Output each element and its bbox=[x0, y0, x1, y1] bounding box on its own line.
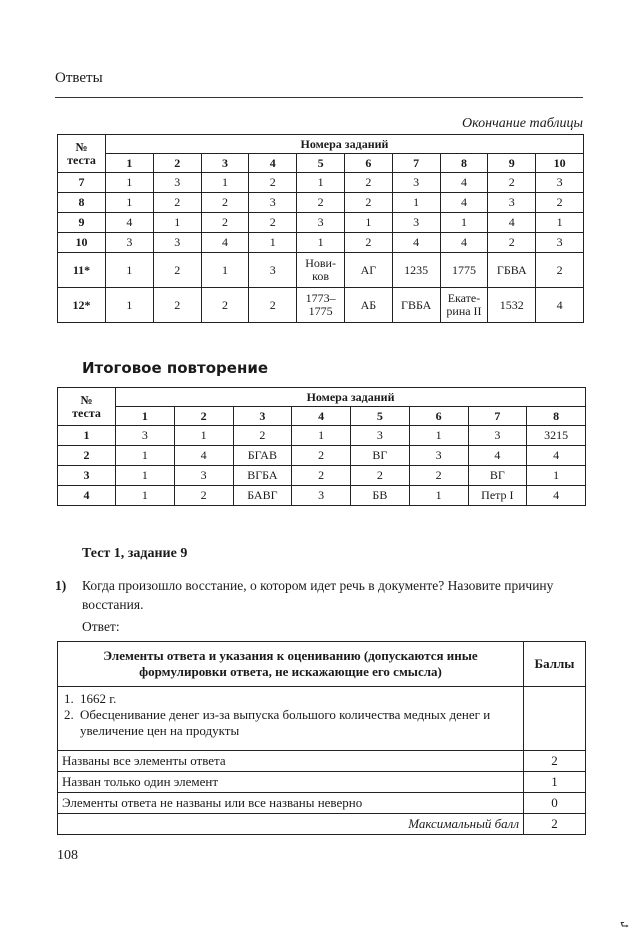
answer-cell: 2 bbox=[488, 233, 536, 253]
answer-cell: 3 bbox=[106, 233, 154, 253]
answer-element-number: 1. bbox=[64, 691, 74, 706]
answer-cell: 1 bbox=[409, 486, 468, 506]
scoring-header-elements: Элементы ответа и указания к оцениванию (допускаются иные формулировки ответа, не искажающие его смысла) bbox=[58, 642, 524, 687]
answer-cell: 1 bbox=[297, 173, 345, 193]
answer-cell: 1 bbox=[116, 466, 175, 486]
answer-cell: 3 bbox=[249, 193, 297, 213]
answer-cell: 2 bbox=[292, 446, 351, 466]
answer-element bbox=[64, 691, 517, 707]
answer-cell: 1235 bbox=[392, 253, 440, 288]
table-row bbox=[58, 486, 586, 506]
task-number-header: 9 bbox=[488, 154, 536, 173]
test-number-cell: 10 bbox=[58, 233, 106, 253]
answer-cell: 2 bbox=[249, 173, 297, 193]
answer-cell: 1 bbox=[116, 446, 175, 466]
answer-cell: 1 bbox=[536, 213, 584, 233]
page-corner-icon: ⮑ bbox=[620, 920, 629, 931]
answer-cell: 2 bbox=[249, 213, 297, 233]
answer-cell: 2 bbox=[536, 253, 584, 288]
scoring-criterion: Назван только один элемент bbox=[58, 772, 524, 793]
task-number-header: 4 bbox=[249, 154, 297, 173]
answer-cell: 2 bbox=[153, 288, 201, 323]
task-number-header: 7 bbox=[392, 154, 440, 173]
test-number-cell: 7 bbox=[58, 173, 106, 193]
scoring-max-row bbox=[58, 814, 586, 835]
answer-cell: БВ bbox=[351, 486, 410, 506]
table-row bbox=[58, 446, 586, 466]
answer-cell: 3 bbox=[153, 173, 201, 193]
answer-cell: 2 bbox=[153, 253, 201, 288]
scoring-row bbox=[58, 751, 586, 772]
answer-cell: 3 bbox=[351, 426, 410, 446]
answer-cell: 1775 bbox=[440, 253, 488, 288]
answer-cell: АГ bbox=[344, 253, 392, 288]
test-number-cell: 12* bbox=[58, 288, 106, 323]
table-continuation-caption: Окончание таблицы bbox=[462, 116, 583, 131]
table-row bbox=[58, 213, 584, 233]
answer-element bbox=[64, 707, 517, 739]
test-number-cell: 1 bbox=[58, 426, 116, 446]
answer-cell: 4 bbox=[527, 486, 586, 506]
answer-cell: ГБВА bbox=[488, 253, 536, 288]
task-number-row bbox=[58, 154, 584, 173]
test-number-cell: 11* bbox=[58, 253, 106, 288]
answer-cell: 4 bbox=[440, 193, 488, 213]
table-row bbox=[58, 193, 584, 213]
answer-cell: ВГ bbox=[351, 446, 410, 466]
task-number-header: 6 bbox=[344, 154, 392, 173]
answer-cell: 1 bbox=[174, 426, 233, 446]
task-number-header: 4 bbox=[292, 407, 351, 426]
answer-cell: 3 bbox=[297, 213, 345, 233]
answer-cell: 3 bbox=[249, 253, 297, 288]
answer-cell: 1 bbox=[249, 233, 297, 253]
answer-cell: ГВБА bbox=[392, 288, 440, 323]
test-number-cell: 8 bbox=[58, 193, 106, 213]
task-number-header: 8 bbox=[527, 407, 586, 426]
test-number-cell: 9 bbox=[58, 213, 106, 233]
task-number-header: 5 bbox=[351, 407, 410, 426]
answer-cell: 3 bbox=[468, 426, 527, 446]
scoring-row bbox=[58, 772, 586, 793]
answer-cell: 4 bbox=[440, 233, 488, 253]
max-score-label: Максимальный балл bbox=[58, 814, 524, 835]
answer-cell: 4 bbox=[527, 446, 586, 466]
answer-cell: ВГ bbox=[468, 466, 527, 486]
scoring-header-points: Баллы bbox=[524, 642, 586, 687]
answer-cell: Петр I bbox=[468, 486, 527, 506]
answer-elements-points-cell bbox=[524, 687, 586, 751]
scoring-header-row bbox=[58, 642, 586, 687]
test-number-cell: 2 bbox=[58, 446, 116, 466]
answer-cell: 2 bbox=[201, 213, 249, 233]
task-number-header: 10 bbox=[536, 154, 584, 173]
answer-cell: 4 bbox=[440, 173, 488, 193]
answer-cell: 1 bbox=[106, 288, 154, 323]
answer-cell: 1 bbox=[153, 213, 201, 233]
task-number-row bbox=[58, 407, 586, 426]
answer-cell: 2 bbox=[249, 288, 297, 323]
answer-cell: 1 bbox=[344, 213, 392, 233]
scoring-points: 1 bbox=[524, 772, 586, 793]
answer-cell: 2 bbox=[409, 466, 468, 486]
answer-cell: 1 bbox=[116, 486, 175, 506]
table-row bbox=[58, 233, 584, 253]
answer-cell: 1773– 1775 bbox=[297, 288, 345, 323]
answer-cell: 1 bbox=[106, 253, 154, 288]
test-number-header: № теста bbox=[58, 135, 106, 173]
task-number-header: 2 bbox=[153, 154, 201, 173]
answer-cell: 2 bbox=[344, 173, 392, 193]
table-header-row bbox=[58, 388, 586, 407]
answer-cell: 2 bbox=[536, 193, 584, 213]
answer-cell: 2 bbox=[351, 466, 410, 486]
table-row bbox=[58, 466, 586, 486]
answer-cell: 2 bbox=[488, 173, 536, 193]
answer-cell: АБ bbox=[344, 288, 392, 323]
answer-cell: 4 bbox=[392, 233, 440, 253]
answer-cell: 1 bbox=[292, 426, 351, 446]
answer-cell: 1532 bbox=[488, 288, 536, 323]
answer-cell: 2 bbox=[344, 233, 392, 253]
answer-cell: 3 bbox=[536, 233, 584, 253]
section-title: Итоговое повторение bbox=[82, 359, 269, 377]
answer-cell: 1 bbox=[527, 466, 586, 486]
answer-cell: 2 bbox=[344, 193, 392, 213]
answer-label: Ответ: bbox=[82, 619, 120, 634]
task-number-header: 3 bbox=[233, 407, 292, 426]
task-numbers-header: Номера заданий bbox=[106, 135, 584, 154]
answer-cell: 2 bbox=[292, 466, 351, 486]
task-number-header: 8 bbox=[440, 154, 488, 173]
test-number-cell: 3 bbox=[58, 466, 116, 486]
answer-cell: 2 bbox=[201, 193, 249, 213]
answer-element-text: Обесценивание денег из-за выпуска большого количества медных денег и увеличение цен на продукты bbox=[80, 707, 491, 738]
table-row bbox=[58, 173, 584, 193]
answer-cell: 3 bbox=[536, 173, 584, 193]
question-block bbox=[55, 576, 585, 614]
answer-cell: 4 bbox=[106, 213, 154, 233]
answer-cell: 2 bbox=[201, 288, 249, 323]
answer-cell: 3 bbox=[488, 193, 536, 213]
answer-element-text: 1662 г. bbox=[80, 691, 117, 706]
answer-cell: БГАВ bbox=[233, 446, 292, 466]
answer-cell: 1 bbox=[409, 426, 468, 446]
scoring-elements-row bbox=[58, 687, 586, 751]
scoring-table bbox=[57, 641, 586, 835]
page-header-title: Ответы bbox=[55, 70, 103, 86]
answer-cell: 3 bbox=[292, 486, 351, 506]
header-divider bbox=[55, 97, 583, 98]
answer-cell: 3 bbox=[409, 446, 468, 466]
table-header-row bbox=[58, 135, 584, 154]
task-number-header: 5 bbox=[297, 154, 345, 173]
scoring-points: 0 bbox=[524, 793, 586, 814]
scoring-criterion: Элементы ответа не названы или все названы неверно bbox=[58, 793, 524, 814]
answer-cell: 4 bbox=[201, 233, 249, 253]
answer-cell: 1 bbox=[106, 193, 154, 213]
answer-cell: 1 bbox=[106, 173, 154, 193]
table-row bbox=[58, 288, 584, 323]
task-number-header: 2 bbox=[174, 407, 233, 426]
page-number: 108 bbox=[57, 848, 78, 863]
answer-cell: 3 bbox=[392, 213, 440, 233]
task-number-header: 7 bbox=[468, 407, 527, 426]
task-number-header: 3 bbox=[201, 154, 249, 173]
answer-cell: 4 bbox=[468, 446, 527, 466]
answer-cell: ВГБА bbox=[233, 466, 292, 486]
answer-cell: 1 bbox=[201, 253, 249, 288]
answer-cell: 2 bbox=[233, 426, 292, 446]
scoring-row bbox=[58, 793, 586, 814]
answer-cell: Нови- ков bbox=[297, 253, 345, 288]
answers-table-continued bbox=[57, 134, 584, 323]
task-number-header: 1 bbox=[116, 407, 175, 426]
max-score-value: 2 bbox=[524, 814, 586, 835]
answer-cell: БАВГ bbox=[233, 486, 292, 506]
task-number-header: 6 bbox=[409, 407, 468, 426]
scoring-criterion: Названы все элементы ответа bbox=[58, 751, 524, 772]
final-review-table bbox=[57, 387, 586, 506]
question-text: Когда произошло восстание, о котором идет речь в документе? Назовите причину восстания. bbox=[82, 578, 554, 612]
answer-cell: 1 bbox=[201, 173, 249, 193]
answer-cell: 3 bbox=[153, 233, 201, 253]
test-number-header: № теста bbox=[58, 388, 116, 426]
answer-cell: 1 bbox=[297, 233, 345, 253]
scoring-points: 2 bbox=[524, 751, 586, 772]
answer-element-number: 2. bbox=[64, 707, 74, 722]
table-row bbox=[58, 426, 586, 446]
answer-cell: 1 bbox=[440, 213, 488, 233]
answer-cell: Екате- рина II bbox=[440, 288, 488, 323]
answer-elements-cell bbox=[58, 687, 524, 751]
answer-cell: 3 bbox=[174, 466, 233, 486]
answer-cell: 4 bbox=[536, 288, 584, 323]
answer-cell: 2 bbox=[153, 193, 201, 213]
answer-cell: 2 bbox=[174, 486, 233, 506]
answer-cell: 3 bbox=[116, 426, 175, 446]
answer-cell: 4 bbox=[174, 446, 233, 466]
table-row bbox=[58, 253, 584, 288]
answer-cell: 3215 bbox=[527, 426, 586, 446]
test-number-cell: 4 bbox=[58, 486, 116, 506]
task-title: Тест 1, задание 9 bbox=[82, 546, 188, 561]
answer-cell: 1 bbox=[392, 193, 440, 213]
task-numbers-header: Номера заданий bbox=[116, 388, 586, 407]
task-number-header: 1 bbox=[106, 154, 154, 173]
answer-cell: 3 bbox=[392, 173, 440, 193]
answer-cell: 2 bbox=[297, 193, 345, 213]
question-number: 1) bbox=[55, 578, 67, 593]
answer-cell: 4 bbox=[488, 213, 536, 233]
